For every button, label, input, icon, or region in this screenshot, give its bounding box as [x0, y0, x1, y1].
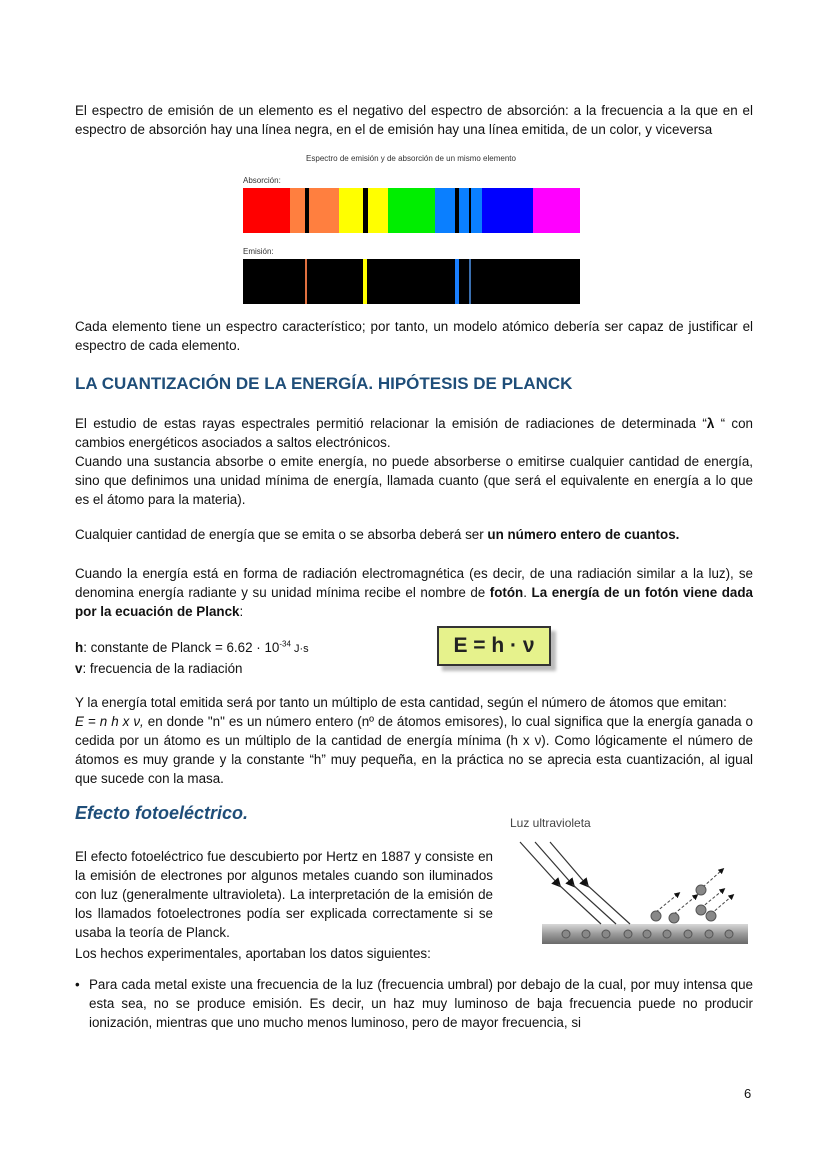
hertz-text: El efecto fotoeléctrico fue descubierto por Hertz en 1887 y consiste en la emisión de electrones por algunos metales cuando son iluminados con luz (generalmente ultravioleta). La interpretación de la emisión de los llamados fotoelectrones podía ser explicada correctamente si se usaba la teoría de Planck.: [75, 849, 493, 940]
emission-line: [455, 259, 459, 304]
bullet-item: [75, 975, 753, 1032]
absorption-spectrum: [243, 188, 580, 233]
emission-line: [363, 259, 367, 304]
total-energy-text-1: Y la energía total emitida será por tanto un múltiplo de esta cantidad, según el número de átomos que emitan:: [75, 695, 727, 710]
intro-text: El espectro de emisión de un elemento es el negativo del espectro de absorción: a la frecuencia a la que en el espectro de absorción hay una línea negra, en el de emisión hay una línea emitida, de un color, y viceversa: [75, 103, 753, 137]
quantum-text: Cuando una sustancia absorbe o emite energía, no puede absorberse o emitirse cualquier cantidad de energía, sino que definimos una unidad mínima de energía, llamada cuanto (que será el equivalente en energía a lo que es el átomo para la materia).: [75, 454, 753, 507]
study-text-b: “ con cambios energéticos asociados a saltos electrónicos.: [75, 416, 754, 450]
absorption-line: [305, 188, 309, 233]
emission-label: Emisión:: [243, 247, 274, 256]
intro-paragraph: [75, 101, 753, 139]
planck-equation-box: E = h · ν: [437, 626, 551, 666]
spectrum-figure: [232, 152, 590, 307]
section-heading-planck: LA CUANTIZACIÓN DE LA ENERGÍA. HIPÓTESIS DE PLANCK: [75, 374, 573, 393]
integer-paragraph: [75, 525, 753, 544]
v-definition: [75, 659, 415, 678]
study-paragraph: [75, 414, 753, 509]
study-text: [75, 414, 753, 452]
photoelectric-diagram: [506, 812, 756, 952]
photon-text-e: :: [239, 604, 244, 619]
characteristic-paragraph: [75, 317, 753, 355]
hertz-paragraph: [75, 847, 493, 942]
page-number: 6: [744, 1086, 752, 1101]
photon-text: [75, 564, 753, 621]
photon-text-a: Cuando la energía está en forma de radiación electromagnética (es decir, de una radiación similar a la luz), se denomina energía radiante y su unidad mínima recibe el nombre de: [75, 566, 753, 600]
bullet-icon: •: [75, 977, 80, 992]
h-text: : constante de Planck = 6.62 · 10: [83, 640, 280, 655]
v-label: v: [75, 661, 83, 676]
absorption-line: [469, 188, 471, 233]
emission-line: [305, 259, 307, 304]
emission-spectrum: [243, 259, 580, 304]
h-unit: J·s: [290, 643, 309, 655]
characteristic-text: Cada elemento tiene un espectro característico; por tanto, un modelo atómico debería ser capaz de justificar el espectro de cada elemento.: [75, 319, 753, 353]
photon-text-c: .: [523, 585, 532, 600]
lambda-symbol: λ: [706, 416, 715, 431]
integer-text-bold: un número entero de cuantos.: [487, 527, 680, 542]
h-label: h: [75, 640, 84, 655]
v-text: : frecuencia de la radiación: [82, 661, 243, 676]
absorption-label: Absorción:: [243, 176, 281, 185]
h-definition: [75, 638, 415, 659]
study-text-a: El estudio de estas rayas espectrales permitió relacionar la emisión de radiaciones de determinada “: [75, 416, 707, 431]
photoelectric-figure: [506, 812, 756, 952]
h-exponent: -34: [279, 639, 291, 649]
facts-text: Los hechos experimentales, aportaban los datos siguientes:: [75, 946, 431, 961]
facts-paragraph: [75, 944, 753, 963]
bullet-text: Para cada metal existe una frecuencia de la luz (frecuencia umbral) por debajo de la cual, por muy intensa que esta sea, no se produce emisión. Es decir, un haz muy luminoso de baja frecuencia puede no producir ionización, mientras que uno mucho menos luminoso, pero de mayor frecuencia, si: [89, 977, 753, 1030]
integer-text: [75, 525, 753, 544]
section-heading-photoelectric: Efecto fotoeléctrico.: [75, 803, 249, 823]
spectrum-title: Espectro de emisión y de absorción de un mismo elemento: [306, 154, 516, 163]
photon-text-bold: La energía de un fotón viene dada por la ecuación de Planck: [75, 585, 753, 619]
photon-paragraph: [75, 564, 753, 621]
emission-line: [469, 259, 471, 304]
total-energy-text-rest: en donde "n" es un número entero (nº de átomos emisores), lo cual significa que la energía ganada o cedida por un átomo es un múltiplo de la cantidad de energía mínima (h x ν). Como lógicamente el número de átomos es muy grande y la constante “h” muy pequeña, en la práctica no se aprecia esta cuantización, al igual que sucede con la masa.: [75, 714, 753, 786]
absorption-line: [455, 188, 459, 233]
integer-text-a: Cualquier cantidad de energía que se emita o se absorba deberá ser: [75, 527, 488, 542]
planck-definitions: [75, 638, 415, 678]
total-energy-text-2: [75, 712, 753, 788]
absorption-line: [363, 188, 368, 233]
total-energy-equation: E = n h x ν,: [75, 714, 144, 729]
figure-caption: Luz ultravioleta: [510, 816, 591, 830]
total-energy-paragraph: [75, 693, 753, 788]
photon-word: fotón: [489, 585, 524, 600]
